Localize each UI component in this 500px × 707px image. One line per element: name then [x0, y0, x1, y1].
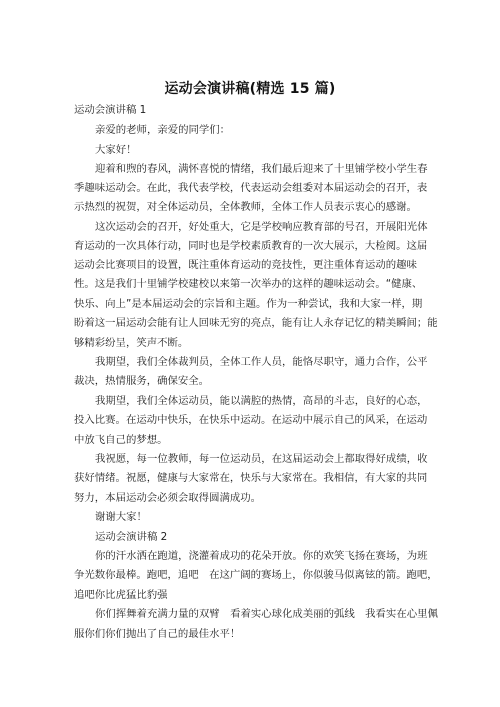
body-text-line: 我祝愿，每一位教师，每一位运动员，在这届运动会上都取得好成绩，收: [95, 453, 428, 465]
body-text-line: 获好情绪。祝愿，健康与大家常在，快乐与大家常在。我相信，有大家的共同: [74, 472, 428, 484]
body-text-line: 努力，本届运动会必须会取得圆满成功。: [74, 492, 262, 504]
body-text-line: 快乐、向上”是本届运动会的宗旨和主题。作为一种尝试，我和大家一样，期: [74, 298, 423, 310]
body-text-line: 示热烈的祝贺，对全体运动员，全体教师，全体工作人员表示衷心的感谢。: [74, 201, 417, 213]
body-text-line: 育运动的一次具体行动，同时也是学校素质教育的一次大展示，大检阅。这届: [74, 240, 428, 252]
section-heading-1: 运动会演讲稿 1: [74, 104, 147, 116]
body-text-line: 你们挥舞着充满力量的双臂 看着实心球化成美丽的弧线 我看实在心里佩: [95, 608, 438, 620]
body-text-line: 服你们你们抛出了自己的最佳水平！: [74, 628, 241, 640]
document-title: 运动会演讲稿(精选 15 篇): [164, 81, 336, 97]
body-text-line: 我期望，我们全体运动员，能以满腔的热情，高昂的斗志，良好的心态，: [95, 395, 428, 407]
body-text-line: 盼着这一届运动会能有让人回味无穷的亮点，能有让人永存记忆的精美瞬间；能: [74, 317, 438, 329]
body-text-line: 中放飞自己的梦想。: [74, 434, 168, 446]
body-text-line: 追吧你比虎猛比豹强: [74, 589, 168, 601]
body-text-line: 争光数你最棒。跑吧，追吧 在这广阔的赛场上，你似骏马似离铉的箭。跑吧，: [74, 569, 438, 581]
body-text-line: 裁决，热情服务，确保安全。: [74, 375, 210, 387]
body-text-line: 投入比赛。在运动中快乐，在快乐中运动。在运动中展示自己的风采，在运动: [74, 414, 428, 426]
body-text-line: 你的汗水洒在跑道，浇灌着成功的花朵开放。你的欢笑飞扬在赛场，为班: [95, 550, 428, 562]
body-text-line: 亲爱的老师，亲爱的同学们：: [95, 124, 231, 136]
body-text-line: 够精彩纷呈，笑声不断。: [74, 337, 189, 349]
body-text-line: 大家好！: [95, 144, 137, 156]
body-text-line: 季趣味运动会。在此，我代表学校，代表运动会组委对本届运动会的召开，表: [74, 182, 428, 194]
body-text-line: 迎着和煦的春风，满怀喜悦的情绪，我们最后迎来了十里铺学校小学生春: [95, 163, 428, 175]
closing-line: 谢谢大家！: [95, 511, 147, 523]
body-text-line: 性。这是我们十里铺学校建校以来第一次举办的这样的趣味运动会。“健康、: [74, 278, 423, 290]
body-text-line: 我期望，我们全体裁判员，全体工作人员，能恪尽职守，通力合作，公平: [95, 356, 428, 368]
body-text-line: 运动会比赛项目的设置，既注重体育运动的竞技性，更注重体育运动的趣味: [74, 259, 417, 271]
section-heading-2: 运动会演讲稿 2: [95, 531, 168, 543]
body-text-line: 这次运动会的召开，好处重大，它是学校响应教育部的号召，开展阳光体: [95, 221, 428, 233]
